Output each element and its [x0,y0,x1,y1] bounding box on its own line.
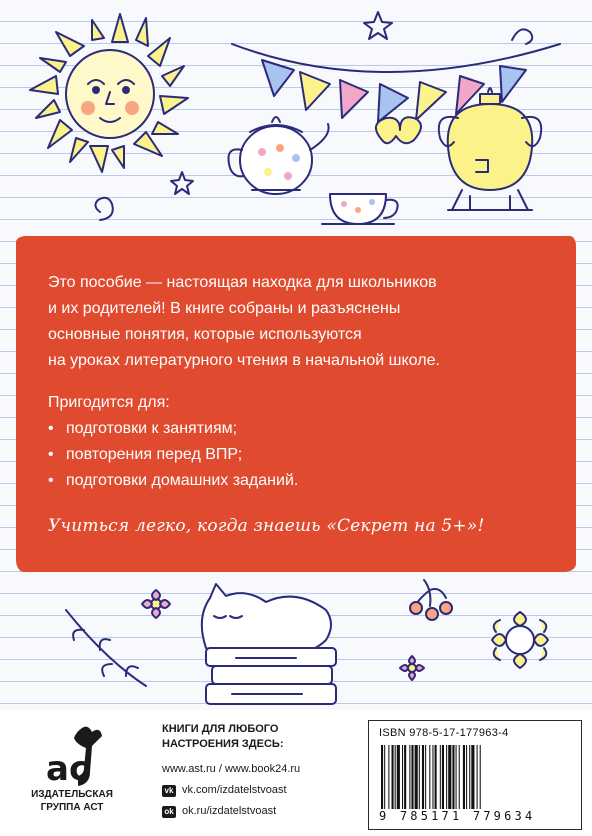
benefits-list [48,416,568,494]
intro-line: и их родителей! В книге собраны и разъяснены [48,300,401,317]
barcode-bar [411,745,413,809]
cup-icon [322,194,398,224]
barcode-bar [395,745,396,809]
samovar-icon [439,88,541,210]
barcode-bar [480,745,481,809]
slogan: Учиться легко, когда знаешь «Секрет на 5+»! [48,516,485,536]
barcode-bar [477,745,478,809]
isbn-label: ISBN 978-5-17-177963-4 [379,727,509,739]
intro-line: на уроках литературного чтения в начальной школе. [48,352,440,369]
promo-title: НАСТРОЕНИЯ ЗДЕСЬ: [162,738,284,750]
barcode-bar [388,745,389,809]
berries-icon [410,580,452,620]
barcode-bar [463,745,465,809]
barcode-bar [435,745,437,809]
list-item: • подготовки к занятиям; [48,416,568,442]
description-text [48,270,568,536]
website-links[interactable]: www.ast.ru / www.book24.ru [162,763,301,775]
ok-url[interactable]: ok.ru/izdatelstvoast [182,805,277,817]
promo-title: КНИГИ ДЛЯ ЛЮБОГО [162,723,279,735]
small-flower-icon [400,656,424,680]
barcode-bar [425,745,426,809]
ok-link[interactable] [162,804,362,819]
barcode-bar [456,745,457,809]
barcode-bar [459,745,460,809]
useful-heading: Пригодится для: [48,394,170,411]
promo-info [162,722,362,819]
barcode-bar [442,745,444,809]
publisher-name [16,788,128,814]
swirl-icon [512,29,532,44]
list-item: • подготовки домашних заданий. [48,468,568,494]
barcode-bar [419,745,420,809]
ok-icon: ok [162,806,176,818]
barcode-bar [397,745,400,809]
sun-icon [30,14,188,172]
barcode-bar [404,745,406,809]
barcode-bar [422,745,424,809]
logo-mark: ac [46,749,90,788]
cat-on-books-icon [202,584,336,704]
branch-icon [66,610,146,686]
spiral-icon [95,198,112,220]
sunflower-icon [492,612,548,668]
vk-url[interactable]: vk.com/izdatelstvoast [182,784,287,796]
vk-link[interactable] [162,783,362,798]
publisher-logo [12,722,132,832]
barcode-bar [381,745,383,809]
barcode-bar [432,745,433,809]
list-item: • повторения перед ВПР; [48,442,568,468]
pretzel-icon [376,117,421,143]
barcode-bar [402,745,403,809]
barcode-bar [415,745,418,809]
barcode-digits: 9 785171 779634 [379,809,536,823]
vk-icon: vk [162,785,176,797]
barcode-bar [440,745,441,809]
barcode-bar [392,745,394,809]
flower-icon [142,590,170,618]
barcode-bar [448,745,451,809]
barcode-bar [429,745,430,809]
barcode-bar [452,745,454,809]
star-icon [364,12,392,39]
barcode-bar [471,745,474,809]
barcode-bar [446,745,447,809]
publisher-line: ГРУППА АСТ [40,802,104,813]
barcode-bar [409,745,410,809]
ast-logo-icon [12,722,132,788]
publisher-line: ИЗДАТЕЛЬСКАЯ [31,789,113,800]
isbn-barcode-box [368,720,582,830]
intro-line: Это пособие — настоящая находка для школьников [48,274,437,291]
barcode-bar [466,745,467,809]
barcode-bar [384,745,385,809]
barcode-bar [469,745,470,809]
star-icon [171,172,193,194]
barcode-icon [381,745,569,809]
intro-line: основные понятия, которые используются [48,326,362,343]
teapot-icon [229,117,329,194]
